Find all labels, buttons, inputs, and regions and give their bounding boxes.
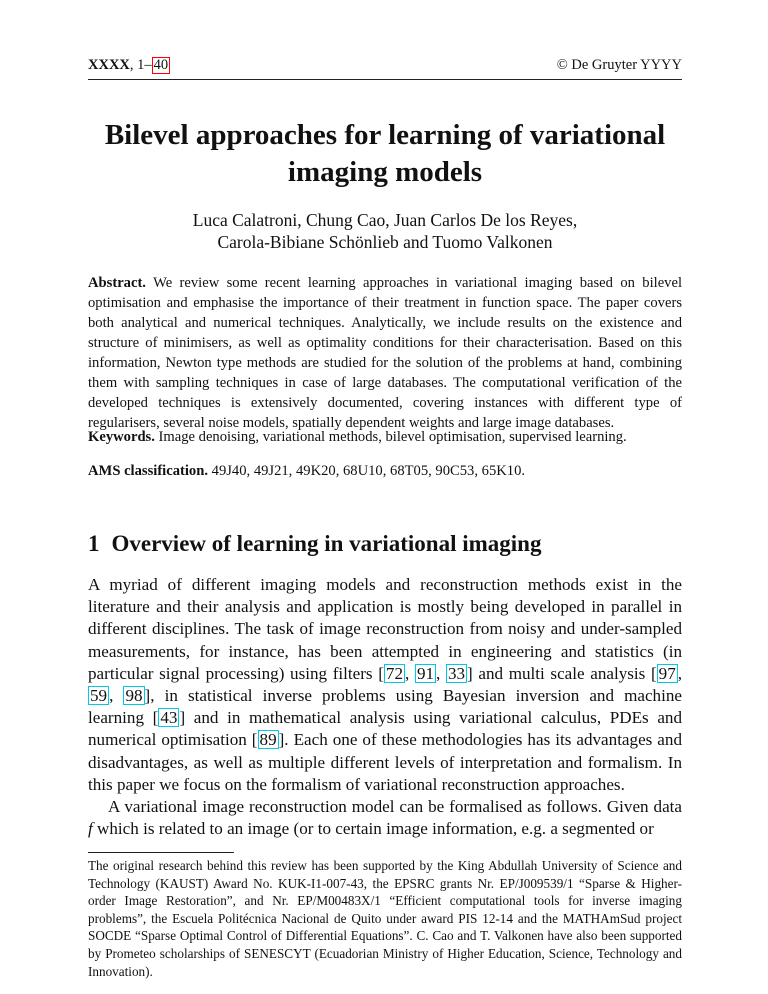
body-text-run: A variational image reconstruction model can be formalised as follows. Given data (108, 797, 682, 817)
title-line-1: Bilevel approaches for learning of variational (104, 119, 666, 151)
citation-link-72[interactable]: 72 (385, 663, 404, 683)
body-text-run: A myriad of different imaging models and reconstruction methods exist in the literature and their analysis and application is mostly being developed in parallel in different disciplines. The task of image reconstruction from noisy and under-sampled measurements, for instance, has been attempted in engineering and statistics (in particular signal processing) using filters [ (88, 575, 682, 683)
body-text-run: ] and multi scale analysis [ (467, 663, 657, 683)
header-rule (88, 79, 682, 80)
body-text-run: ]. Each one of these methodologies has its advantages and disadvantages, as well as multiple different levels of interpretation and formalism. In this paper we focus on the formalism of variational reconstruction approaches. (88, 730, 682, 794)
section-heading (88, 530, 682, 558)
math-f: f (88, 819, 93, 839)
journal-pages-prefix: , 1– (129, 57, 152, 73)
abstract-text: We review some recent learning approaches in variational imaging based on bilevel optimisation and emphasise the importance of their treatment in function space. The paper covers both analytical and numerical techniques. Analytically, we include results on the existence and structure of minimisers, as well as optimality conditions for their characterisation. Based on this information, Newton type methods are studied for the solution of the problems at hand, combining them with sampling techniques in case of large databases. The computational verification of the developed techniques is extensively documented, covering instances with different type of regularisers, several noise models, spatially dependent weights and large image databases. (88, 275, 683, 431)
author-list (88, 209, 682, 253)
body-text-run: which is related to an image (or to certain image information, e.g. a segmented or (92, 819, 654, 839)
citation-link-98[interactable]: 98 (125, 686, 143, 706)
ams-label: AMS classification. (88, 463, 208, 479)
publisher-copyright: © De Gruyter YYYY (556, 57, 682, 73)
title-line-2: imaging models (287, 156, 483, 188)
citation-separator: , (109, 686, 124, 706)
citation-separator: , (436, 663, 446, 683)
section-number: 1 (88, 531, 100, 556)
citation-link-89[interactable]: 89 (259, 730, 277, 750)
ams-classification (88, 461, 682, 481)
section-title: Overview of learning in variational imaging (111, 531, 542, 556)
keywords-text: Image denoising, variational methods, bilevel optimisation, supervised learning. (158, 429, 627, 445)
citation-link-91[interactable]: 91 (416, 663, 435, 683)
running-header (88, 57, 682, 74)
paper-title (88, 117, 682, 191)
journal-name: XXXX (88, 57, 130, 73)
citation-separator: , (677, 663, 683, 683)
body-text-run: ] and in mathematical analysis using variational calculus, PDEs and numerical optimisation [ (88, 708, 682, 750)
body-paragraph-1 (88, 574, 682, 796)
abstract-label: Abstract. (88, 275, 146, 291)
ams-text: 49J40, 49J21, 49K20, 68U10, 68T05, 90C53, 65K10. (211, 463, 526, 479)
citation-link-43[interactable]: 43 (160, 708, 178, 728)
last-page-link[interactable]: 40 (153, 57, 169, 73)
footnote: The original research behind this review has been supported by the King Abdullah University of Science and Technology (KAUST) Award No. KUK-I1-007-43, the EPSRC grants Nr. EP/J009539/1 “Sparse & Higher-order Image Restoration”, and Nr. EP/M00483X/1 “Efficient computational tools for inverse imaging problems”, the Escuela Politécnica Nacional de Quito under award PIS 12-14 and the MATHAmSud project SOCDE “Sparse Optimal Control of Differential Equations”. C. Cao and T. Valkonen have also been supported by Prometeo scholarships of SENESCYT (Ecuadorian Ministry of Higher Education, Science, Technology and Innovation). (88, 858, 682, 979)
body-paragraph-2 (88, 796, 682, 840)
citation-link-97[interactable]: 97 (658, 663, 676, 683)
keywords (88, 427, 682, 447)
journal-reference (88, 57, 170, 74)
citation-separator: , (405, 663, 415, 683)
abstract (88, 273, 682, 433)
authors-line-1: Luca Calatroni, Chung Cao, Juan Carlos De los Reyes, (192, 210, 578, 230)
body-text-run: ], in statistical inverse problems using Bayesian inversion and machine learning [ (88, 686, 682, 728)
authors-line-2: Carola-Bibiane Schönlieb and Tuomo Valkonen (217, 232, 553, 252)
citation-link-59[interactable]: 59 (90, 686, 108, 706)
footnote-rule (88, 852, 234, 853)
keywords-label: Keywords. (88, 429, 155, 445)
citation-link-33[interactable]: 33 (447, 663, 466, 683)
section-body (88, 574, 682, 840)
